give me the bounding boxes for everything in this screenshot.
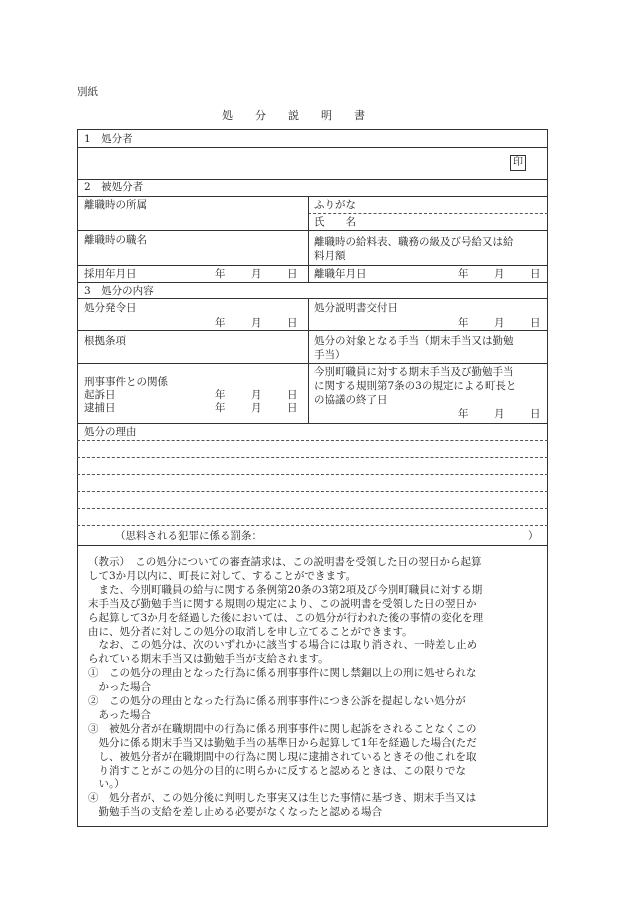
column-divider bbox=[308, 298, 309, 423]
notes-line: ③ 被処分者が在職期間中の行為に係る刑事事件に関し起訴をされることなくこの bbox=[88, 722, 477, 735]
position-label: 離職時の職名 bbox=[84, 234, 147, 246]
indictment-day: 日 bbox=[287, 389, 298, 401]
rule bbox=[77, 330, 548, 331]
notes-line: ① この処分の理由となった行為に係る刑事事件に関し禁錮以上の刑に処せられな bbox=[88, 667, 477, 680]
arrest-year: 年 bbox=[215, 402, 226, 414]
delivery-date-label: 処分説明書交付日 bbox=[314, 302, 398, 314]
name-label: 氏 名 bbox=[314, 216, 356, 228]
notes-line: ④ 処分者が、この処分後に判明した事実又は生じた事情に基づき、期末手当又は bbox=[88, 792, 477, 805]
hire-day: 日 bbox=[287, 268, 298, 280]
issue-year: 年 bbox=[215, 317, 226, 329]
retire-day: 日 bbox=[530, 268, 541, 280]
arrest-month: 月 bbox=[251, 402, 262, 414]
issue-day: 日 bbox=[287, 317, 298, 329]
notes-line: 由に、処分者に対しこの処分の取消しを申し立てることができます。 bbox=[88, 625, 413, 638]
consult-year: 年 bbox=[458, 408, 469, 420]
dashed-rule bbox=[77, 440, 548, 441]
consult-line1: 今別町職員に対する期末手当及び勤勉手当 bbox=[314, 366, 514, 378]
rule bbox=[77, 298, 548, 299]
dashed-rule bbox=[77, 508, 548, 509]
issue-month: 月 bbox=[251, 317, 262, 329]
dashed-rule bbox=[77, 474, 548, 475]
consult-line2: に関する規則第7条の3の規定による町長と bbox=[314, 380, 517, 392]
notes-line: 末手当及び勤勉手当に関する規則の規定により、この説明書を受領した日の翌日か bbox=[88, 597, 477, 610]
document-title: 処 分 説 明 書 bbox=[222, 109, 365, 122]
notes-line: なお、この処分は、次のいずれかに該当する場合には取り消され、一時差し止め bbox=[88, 639, 478, 652]
consult-line3: の協議の終了日 bbox=[314, 394, 388, 406]
rule bbox=[77, 265, 548, 266]
hire-year: 年 bbox=[215, 268, 226, 280]
section1-label: 1 処分者 bbox=[84, 133, 133, 145]
column-divider bbox=[308, 196, 309, 282]
notes-line: あった場合 bbox=[88, 708, 151, 721]
rule bbox=[77, 363, 548, 364]
notes-line: 処分に係る期末手当又は勤勉手当の基準日から起算して1年を経過した場合(ただ bbox=[88, 736, 477, 749]
allowance-line1: 処分の対象となる手当（期末手当又は勤勉 bbox=[314, 335, 514, 347]
allowance-line2: 手当） bbox=[314, 349, 346, 361]
notes-line: （教示） この処分についての審査請求は、この説明書を受領した日の翌日から起算 bbox=[88, 556, 482, 568]
hire-date-label: 採用年月日 bbox=[84, 268, 137, 280]
delivery-year: 年 bbox=[458, 317, 469, 329]
notes-line: り消すことがこの処分の目的に明らかに反すると認めるときは、この限りでな bbox=[88, 764, 466, 777]
issue-date-label: 処分発令日 bbox=[84, 302, 137, 314]
penalty-open: （思料される犯罪に係る罰条： bbox=[115, 530, 262, 542]
salary-label-line1: 離職時の給料表、職務の級及び号給又は給 bbox=[314, 236, 514, 248]
consult-day: 日 bbox=[530, 408, 541, 420]
notes-line: し、被処分者が在職期間中の行為に関し現に逮捕されているときその他これを取 bbox=[88, 750, 477, 763]
retire-date-label: 離職年月日 bbox=[314, 268, 367, 280]
section2-label: 2 被処分者 bbox=[84, 181, 144, 193]
indictment-month: 月 bbox=[251, 389, 262, 401]
retire-month: 月 bbox=[494, 268, 505, 280]
indictment-year: 年 bbox=[215, 389, 226, 401]
arrest-day: 日 bbox=[287, 402, 298, 414]
indictment-label: 起訴日 bbox=[84, 389, 116, 401]
rule bbox=[77, 423, 548, 424]
rule bbox=[77, 545, 548, 546]
criminal-label: 刑事事件との関係 bbox=[84, 376, 168, 388]
notes-line: い。） bbox=[88, 778, 125, 791]
rule bbox=[77, 147, 548, 148]
delivery-day: 日 bbox=[530, 317, 541, 329]
notes-line: また、今別町職員の給与に関する条例第20条の3第2項及び今別町職員に対する期 bbox=[88, 583, 483, 596]
dashed-rule bbox=[77, 491, 548, 492]
penalty-close: ） bbox=[528, 530, 539, 542]
furigana-label: ふりがな bbox=[314, 199, 356, 211]
delivery-month: 月 bbox=[494, 317, 505, 329]
annex-label: 別紙 bbox=[77, 86, 98, 98]
notes-line: 勤勉手当の支給を差し止める必要がなくなったと認める場合 bbox=[88, 806, 382, 819]
notes-line: ら起算して3か月を経過した後においては、この処分が行われた後の事情の変化を理 bbox=[88, 611, 484, 624]
retire-year: 年 bbox=[458, 268, 469, 280]
dashed-rule bbox=[77, 457, 548, 458]
rule bbox=[77, 282, 548, 283]
reason-label: 処分の理由 bbox=[84, 426, 137, 438]
dashed-rule bbox=[77, 525, 548, 526]
hire-month: 月 bbox=[251, 268, 262, 280]
affiliation-label: 離職時の所属 bbox=[84, 199, 147, 211]
consult-month: 月 bbox=[494, 408, 505, 420]
notes-line: ② この処分の理由となった行為に係る刑事事件につき公訴を提起しない処分が bbox=[88, 695, 466, 707]
salary-label-line2: 料月額 bbox=[314, 250, 346, 262]
rule bbox=[77, 179, 548, 180]
seal-mark: 印 bbox=[510, 155, 526, 171]
notes-line: かった場合 bbox=[88, 681, 151, 694]
rule bbox=[77, 196, 548, 197]
rule bbox=[77, 230, 548, 231]
arrest-label: 逮捕日 bbox=[84, 402, 116, 414]
notes-line: られている期末手当又は勤勉手当が支給されます。 bbox=[88, 653, 329, 666]
basis-label: 根拠条項 bbox=[84, 335, 126, 347]
notes-line: して3か月以内に、町長に対して、することができます。 bbox=[88, 569, 357, 582]
dashed-rule bbox=[308, 213, 548, 214]
section3-label: 3 処分の内容 bbox=[84, 285, 154, 297]
